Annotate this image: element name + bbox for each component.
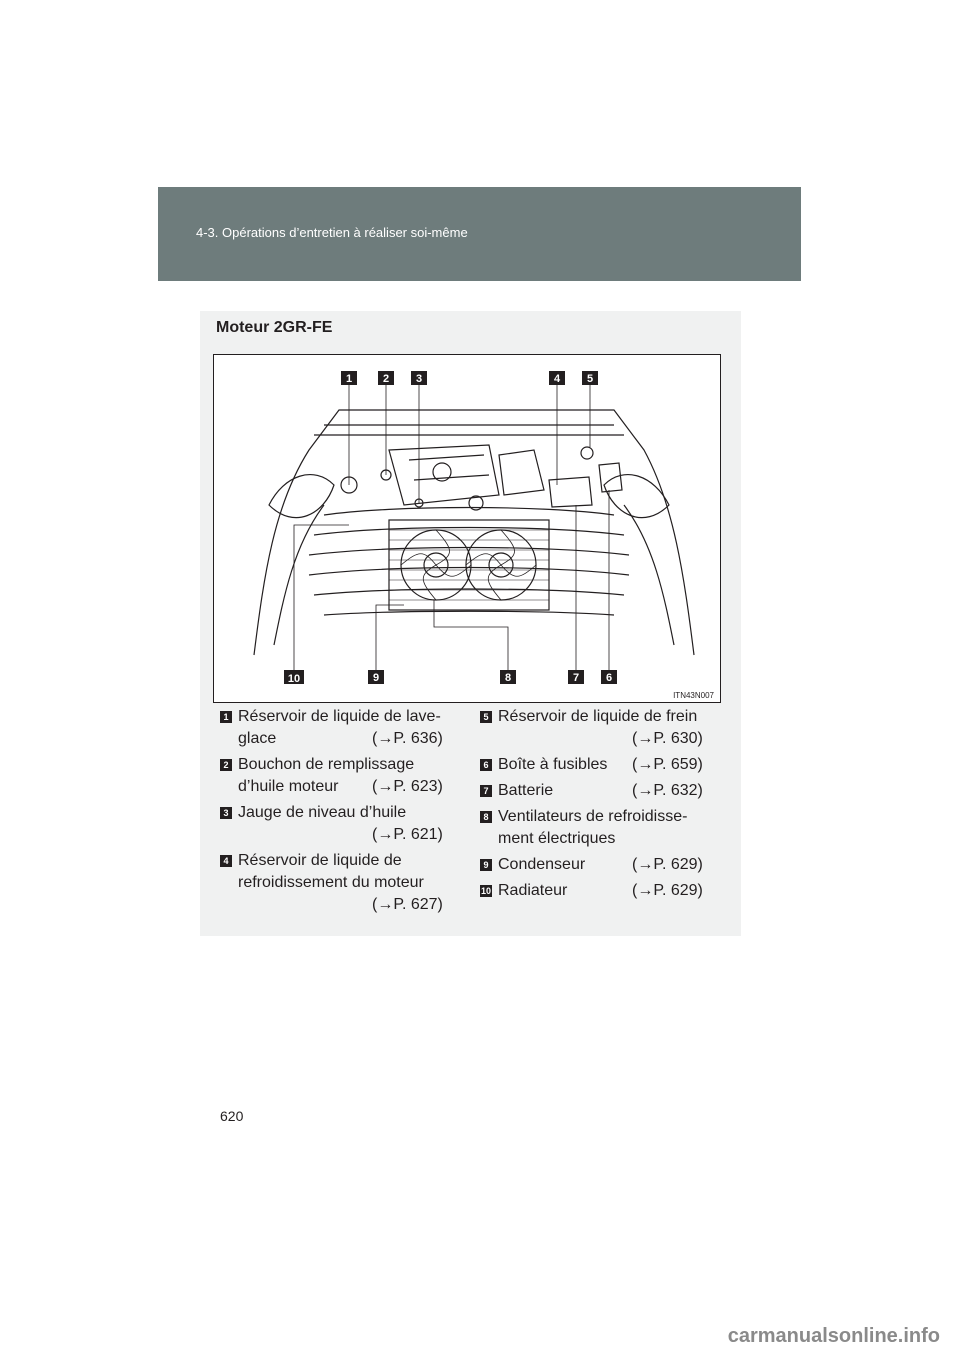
callout-4	[549, 371, 565, 385]
legend-page-ref: (→P. 627)	[372, 896, 443, 913]
legend-label-line1: Batterie	[498, 782, 554, 799]
svg-text:4: 4	[553, 373, 561, 385]
callout-10	[284, 670, 304, 685]
legend-label-line2: refroidissement du moteur	[238, 874, 424, 891]
svg-text:2: 2	[382, 373, 390, 385]
legend-item-2	[220, 754, 462, 798]
legend-page-ref: (→P. 632)	[632, 782, 703, 799]
section-title: Moteur 2GR-FE	[216, 319, 333, 336]
legend-page-ref: (→P. 629)	[632, 856, 703, 873]
legend-label-line1: Réservoir de liquide de frein	[498, 708, 698, 725]
legend-number: 10	[480, 886, 491, 896]
chapter-title: 4-3. Opérations d’entretien à réaliser soi-même	[196, 225, 468, 240]
legend-item-1	[220, 706, 462, 750]
legend-item-7	[480, 780, 722, 802]
legend-label-line1: Réservoir de liquide de	[238, 852, 402, 869]
legend-number: 5	[480, 711, 492, 723]
legend-number: 1	[220, 711, 232, 723]
legend-item-4	[220, 850, 462, 916]
legend-item-5	[480, 706, 722, 750]
callout-3	[411, 371, 427, 385]
legend-page-ref: (→P. 630)	[632, 730, 703, 747]
chapter-header	[158, 187, 801, 281]
legend-label-line2: ment électriques	[498, 830, 616, 847]
legend-item-10	[480, 880, 722, 902]
legend-label-line1: Jauge de niveau d’huile	[238, 804, 407, 821]
legend-page-ref: (→P. 659)	[632, 756, 703, 773]
legend-number: 4	[220, 855, 232, 867]
legend-item-6	[480, 754, 722, 776]
legend-page-ref: (→P. 629)	[632, 882, 703, 899]
svg-text:6: 6	[605, 672, 613, 684]
svg-text:10: 10	[287, 673, 301, 685]
callout-2	[378, 371, 394, 385]
callout-9	[368, 670, 384, 684]
legend-label-line1: Ventilateurs de refroidisse-	[498, 808, 688, 825]
legend-number: 7	[480, 785, 492, 797]
legend-number: 9	[480, 859, 492, 871]
callout-6	[601, 670, 617, 684]
legend-item-3	[220, 802, 462, 846]
svg-text:3: 3	[415, 373, 423, 385]
engine-illustration	[214, 355, 721, 703]
content-panel	[200, 311, 741, 936]
legend-number: 6	[480, 759, 492, 771]
legend-item-8	[480, 806, 722, 850]
legend-number: 2	[220, 759, 232, 771]
watermark: carmanualsonline.info	[727, 1325, 940, 1347]
legend-page-ref: (→P. 621)	[372, 826, 443, 843]
legend-label-line2: glace	[238, 730, 277, 747]
legend-label-line1: Condenseur	[498, 856, 586, 873]
legend-label-line1: Boîte à fusibles	[498, 756, 608, 773]
callout-8	[500, 670, 516, 684]
legend-number: 8	[480, 811, 492, 823]
legend-number: 3	[220, 807, 232, 819]
legend-page-ref: (→P. 623)	[372, 778, 443, 795]
svg-text:5: 5	[586, 373, 594, 385]
callout-7	[568, 670, 584, 684]
svg-text:1: 1	[345, 373, 353, 385]
page-number: 620	[220, 1108, 244, 1124]
figure-code: ITN43N007	[673, 691, 714, 700]
legend-label-line2: d’huile moteur	[238, 778, 339, 795]
callout-1	[341, 371, 357, 385]
engine-figure	[213, 354, 721, 703]
legend-label-line1: Radiateur	[498, 882, 568, 899]
svg-text:7: 7	[572, 672, 580, 684]
svg-text:8: 8	[504, 672, 512, 684]
legend-label-line1: Bouchon de remplissage	[238, 756, 415, 773]
callout-5	[582, 371, 598, 385]
legend-page-ref: (→P. 636)	[372, 730, 443, 747]
legend-label-line1: Réservoir de liquide de lave-	[238, 708, 441, 725]
svg-text:9: 9	[372, 672, 380, 684]
legend-item-9	[480, 854, 722, 876]
